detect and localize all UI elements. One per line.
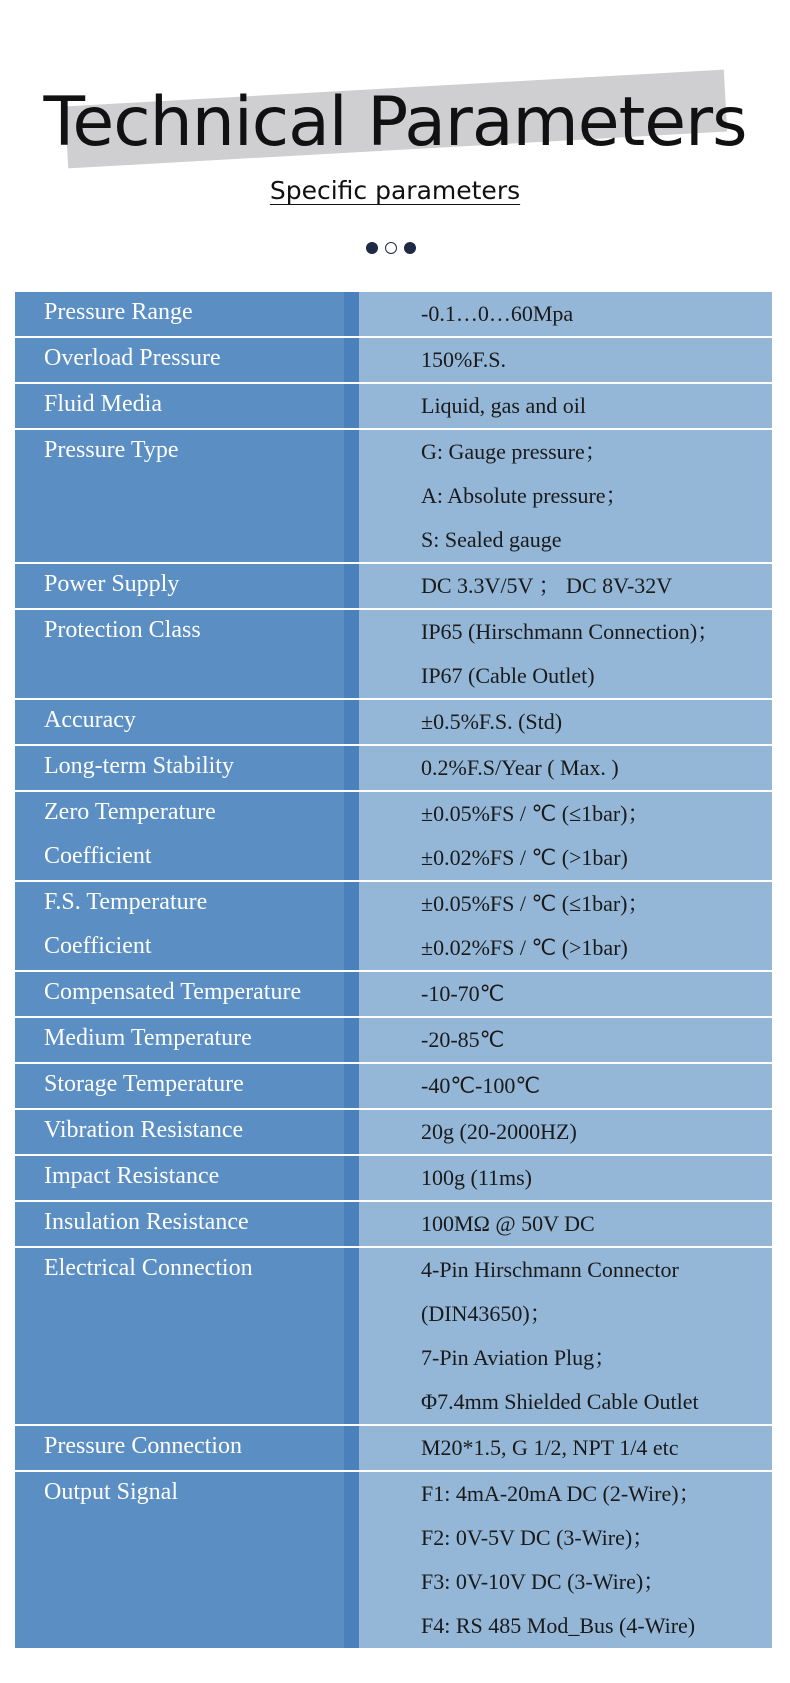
pager-dot-filled-icon: [366, 242, 378, 254]
parameter-value-line: -0.1…0…60Mpa: [421, 301, 574, 326]
table-row: [15, 700, 772, 744]
parameter-value: [359, 1064, 772, 1108]
table-row: [15, 1248, 772, 1424]
parameter-label-line: Pressure Range: [44, 299, 193, 325]
table-row: [15, 430, 772, 562]
parameter-value-line: -40℃-100℃: [421, 1073, 541, 1098]
table-row: [15, 384, 772, 428]
parameter-value: [359, 610, 772, 698]
parameter-value-line: IP67 (Cable Outlet): [421, 663, 595, 688]
parameter-value: [359, 972, 772, 1016]
parameter-label-line: Coefficient: [44, 843, 152, 869]
parameter-label-line: Long-term Stability: [44, 753, 234, 779]
table-row: [15, 882, 772, 970]
parameter-value-line: F3: 0V-10V DC (3-Wire)；: [421, 1569, 666, 1594]
parameter-label: [15, 1472, 359, 1648]
parameter-value: [359, 292, 772, 336]
table-row: [15, 1110, 772, 1154]
parameter-label: [15, 882, 359, 970]
table-row: [15, 1202, 772, 1246]
parameter-value-line: 100MΩ @ 50V DC: [421, 1211, 595, 1236]
table-row: [15, 1472, 772, 1648]
parameter-value-line: IP65 (Hirschmann Connection)；: [421, 619, 720, 644]
parameter-label-line: Accuracy: [44, 707, 136, 733]
parameter-value-line: ±0.02%FS / ℃ (>1bar): [421, 935, 628, 960]
page-title: Technical Parameters: [43, 83, 747, 162]
parameter-value: [359, 1248, 772, 1424]
table-row: [15, 746, 772, 790]
parameter-value-line: G: Gauge pressure；: [421, 439, 607, 464]
parameter-value-line: ±0.02%FS / ℃ (>1bar): [421, 845, 628, 870]
parameter-value-line: 4-Pin Hirschmann Connector: [421, 1257, 679, 1282]
table-row: [15, 972, 772, 1016]
table-row: [15, 338, 772, 382]
table-row: [15, 610, 772, 698]
parameter-value: [359, 1426, 772, 1470]
parameter-label: [15, 1248, 359, 1424]
parameter-label: [15, 338, 359, 382]
pager-dots: [366, 242, 416, 254]
parameter-label: [15, 792, 359, 880]
parameter-label-line: Protection Class: [44, 617, 201, 643]
parameter-value-line: M20*1.5, G 1/2, NPT 1/4 etc: [421, 1435, 679, 1460]
parameter-label-line: Impact Resistance: [44, 1163, 220, 1189]
table-row: [15, 1064, 772, 1108]
parameter-value: [359, 384, 772, 428]
parameter-label: [15, 746, 359, 790]
parameter-label-line: Fluid Media: [44, 391, 162, 417]
parameter-label-line: Power Supply: [44, 571, 180, 597]
parameter-label: [15, 384, 359, 428]
parameter-label: [15, 1018, 359, 1062]
parameter-value-line: ±0.05%FS / ℃ (≤1bar)；: [421, 891, 650, 916]
parameter-value-line: 20g (20-2000HZ): [421, 1119, 577, 1144]
parameter-value-line: 100g (11ms): [421, 1165, 533, 1190]
parameter-label-line: Electrical Connection: [44, 1255, 253, 1281]
parameter-value-line: Φ7.4mm Shielded Cable Outlet: [421, 1389, 699, 1414]
parameter-label: [15, 1064, 359, 1108]
parameter-value-line: -20-85℃: [421, 1027, 505, 1052]
parameter-label-line: F.S. Temperature: [44, 889, 208, 915]
parameter-value: [359, 882, 772, 970]
parameter-value-line: Liquid, gas and oil: [421, 393, 586, 418]
parameter-label: [15, 610, 359, 698]
parameter-label: [15, 1110, 359, 1154]
parameter-label: [15, 1202, 359, 1246]
parameter-value: [359, 792, 772, 880]
parameter-value: [359, 1018, 772, 1062]
parameter-value-line: (DIN43650)；: [421, 1301, 552, 1326]
table-row: [15, 564, 772, 608]
parameter-label-line: Coefficient: [44, 933, 152, 959]
parameter-label: [15, 700, 359, 744]
table-row: [15, 792, 772, 880]
parameter-label: [15, 1156, 359, 1200]
parameter-label-line: Storage Temperature: [44, 1071, 244, 1097]
table-row: [15, 1156, 772, 1200]
parameter-value: [359, 746, 772, 790]
parameter-label-line: Insulation Resistance: [44, 1209, 249, 1235]
parameter-value: [359, 700, 772, 744]
parameter-value: [359, 338, 772, 382]
parameter-label-line: Pressure Connection: [44, 1433, 242, 1459]
parameter-value-line: S: Sealed gauge: [421, 527, 562, 552]
parameter-value-line: ±0.05%FS / ℃ (≤1bar)；: [421, 801, 650, 826]
parameter-label: [15, 972, 359, 1016]
parameter-label: [15, 292, 359, 336]
parameter-value: [359, 1202, 772, 1246]
parameter-value: [359, 430, 772, 562]
parameter-label-line: Pressure Type: [44, 437, 179, 463]
page-subtitle: [0, 174, 790, 208]
pager-dot-filled-icon: [404, 242, 416, 254]
parameter-label-line: Medium Temperature: [44, 1025, 252, 1051]
table-row: [15, 1426, 772, 1470]
parameter-label: [15, 564, 359, 608]
parameter-value: [359, 1110, 772, 1154]
parameter-value-line: 150%F.S.: [421, 347, 507, 372]
parameter-value-line: F1: 4mA-20mA DC (2-Wire)；: [421, 1481, 701, 1506]
parameter-value: [359, 1156, 772, 1200]
parameter-value: [359, 1472, 772, 1648]
parameter-value-line: ±0.5%F.S. (Std): [421, 709, 563, 734]
parameter-label-line: Compensated Temperature: [44, 979, 302, 1005]
parameter-label: [15, 430, 359, 562]
parameter-label: [15, 1426, 359, 1470]
parameter-value-line: -10-70℃: [421, 981, 505, 1006]
parameter-label-line: Vibration Resistance: [44, 1117, 244, 1143]
subtitle-text: Specific parameters: [269, 176, 521, 205]
parameter-label-line: Overload Pressure: [44, 345, 221, 371]
pager-dot-hollow-icon: [385, 242, 397, 254]
parameter-value-line: F2: 0V-5V DC (3-Wire)；: [421, 1525, 655, 1550]
table-row: [15, 292, 772, 336]
header: [0, 0, 790, 290]
parameter-value-line: A: Absolute pressure；: [421, 483, 628, 508]
table-row: [15, 1018, 772, 1062]
parameter-label-line: Output Signal: [44, 1479, 179, 1505]
parameter-value-line: DC 3.3V/5V ； DC 8V-32V: [421, 573, 673, 598]
parameter-value-line: F4: RS 485 Mod_Bus (4-Wire): [421, 1613, 696, 1638]
parameter-label-line: Zero Temperature: [44, 799, 216, 825]
parameter-value: [359, 564, 772, 608]
parameter-value-line: 0.2%F.S/Year ( Max. ): [421, 755, 619, 780]
parameter-value-line: 7-Pin Aviation Plug；: [421, 1345, 617, 1370]
parameters-table: [15, 292, 772, 1638]
